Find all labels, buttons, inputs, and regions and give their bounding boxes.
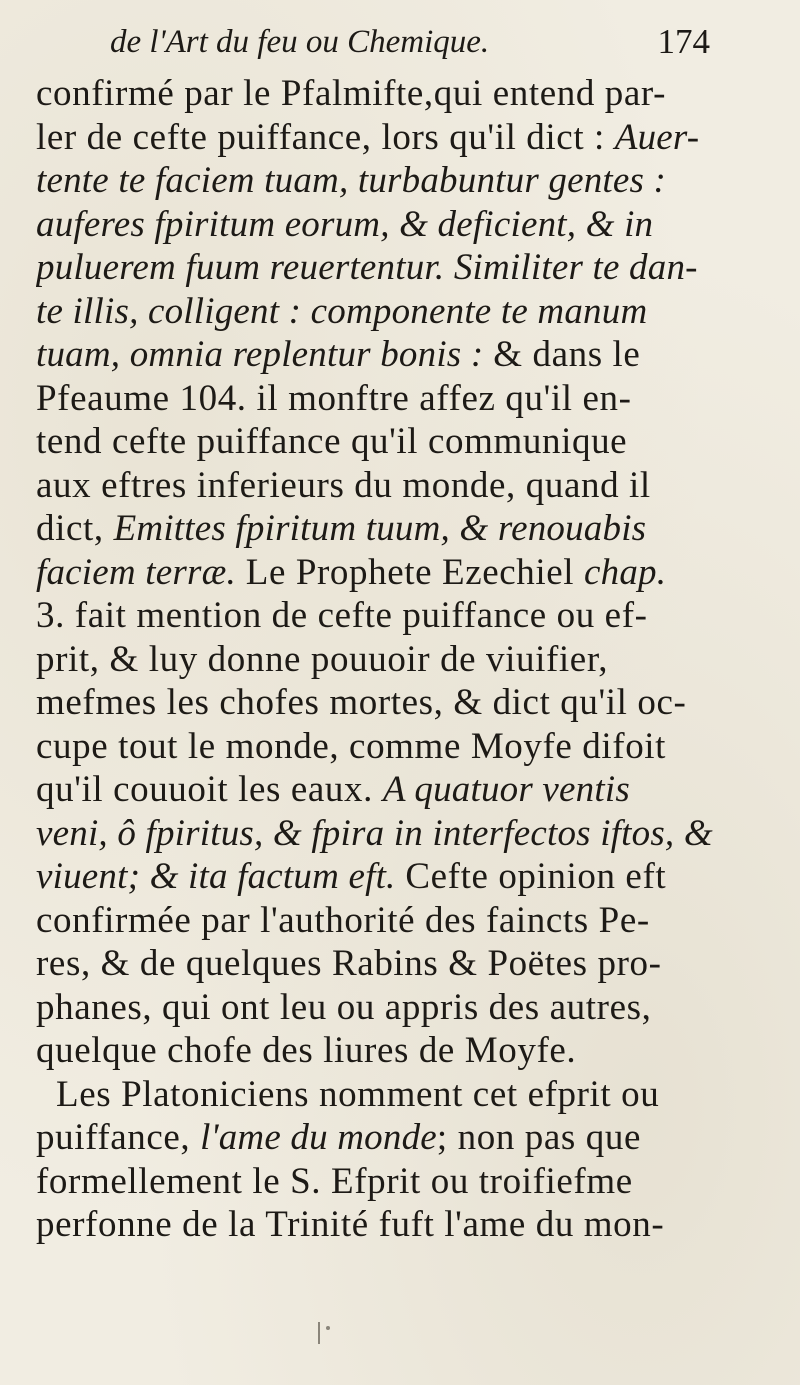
italic-segment: te illis, colligent : componente te manum (36, 290, 648, 332)
ink-marks (300, 1320, 380, 1350)
italic-segment: tuam, omnia replentur bonis : (36, 334, 484, 375)
italic-segment: Emittes fpiritum tuum, & renouabis (113, 508, 647, 549)
text-line (36, 246, 776, 290)
roman-segment: & dans le (483, 334, 641, 375)
italic-segment: veni, ô fpiritus, & fpira in interfectos iftos, & (36, 812, 713, 854)
text-line (36, 638, 776, 682)
ink-mark (326, 1326, 330, 1330)
text-line (36, 725, 776, 769)
text-line (36, 507, 776, 551)
roman-segment: ler de cefte puiffance, lors qu'il dict : (36, 116, 615, 158)
running-head (110, 16, 710, 68)
roman-segment: Les Platoniciens nomment cet efprit ou (56, 1073, 660, 1115)
roman-segment: Cefte opinion eft (395, 856, 667, 897)
italic-segment: viuent; & ita factum eft. (36, 856, 396, 897)
roman-segment: Le Prophete Ezechiel (235, 551, 585, 593)
body-text (36, 72, 776, 1247)
italic-segment: puluerem fuum reuertentur. Similiter te dan- (36, 247, 698, 288)
roman-segment: quelque chofe des liures de Moyfe. (36, 1030, 577, 1071)
text-line (36, 333, 776, 377)
text-line (36, 855, 776, 899)
italic-segment: faciem terræ. (36, 551, 236, 593)
text-line (36, 1203, 776, 1247)
roman-segment: dict, (36, 508, 114, 549)
italic-segment: tente te faciem tuam, turbabuntur gentes : (36, 160, 667, 201)
roman-segment: mefmes les chofes mortes, & dict qu'il oc- (36, 682, 687, 723)
italic-segment: Auer- (614, 116, 700, 158)
roman-segment: prit, & luy donne pouuoir de viuifier, (36, 638, 609, 680)
text-line (36, 812, 776, 856)
text-line (36, 377, 776, 421)
roman-segment: qu'il couuoit les eaux. (36, 769, 383, 810)
text-line (36, 116, 776, 160)
page-number: 174 (657, 22, 710, 61)
text-line (36, 159, 776, 203)
roman-segment: 3. fait mention de cefte puiffance ou ef- (36, 595, 648, 636)
roman-segment: aux eftres inferieurs du monde, quand il (36, 464, 651, 506)
text-line (36, 290, 776, 334)
italic-segment: chap. (584, 551, 667, 593)
text-line (36, 986, 776, 1030)
text-line (36, 1073, 776, 1117)
text-line (36, 594, 776, 638)
text-line (36, 899, 776, 943)
text-line (36, 768, 776, 812)
roman-segment: confirmée par l'authorité des faincts Pe- (36, 899, 650, 941)
roman-segment: Pfeaume 104. il monftre affez qu'il en- (36, 377, 632, 419)
text-line (36, 464, 776, 508)
text-line (36, 203, 776, 247)
roman-segment: formellement le S. Efprit ou troifiefme (36, 1160, 633, 1202)
text-line (36, 1160, 776, 1204)
roman-segment: confirmé par le Pfalmifte,qui entend par- (36, 73, 667, 114)
roman-segment: ; non pas que (436, 1117, 641, 1158)
text-line (36, 420, 776, 464)
roman-segment: puiffance, (36, 1117, 201, 1158)
text-line (36, 681, 776, 725)
text-line (36, 1029, 776, 1073)
text-line (36, 72, 776, 116)
running-title: de l'Art du feu ou Chemique. (110, 24, 490, 60)
text-line (36, 1116, 776, 1160)
roman-segment: tend cefte puiffance qu'il communique (36, 421, 628, 462)
text-line (36, 942, 776, 986)
roman-segment: cupe tout le monde, comme Moyfe difoit (36, 725, 667, 767)
italic-segment: A quatuor ventis (382, 769, 630, 810)
roman-segment: perfonne de la Trinité fuft l'ame du mon- (36, 1204, 665, 1245)
ink-mark (318, 1322, 320, 1344)
italic-segment: auferes fpiritum eorum, & deficient, & in (36, 203, 654, 245)
roman-segment: res, & de quelques Rabins & Poëtes pro- (36, 943, 662, 984)
roman-segment: phanes, qui ont leu ou appris des autres, (36, 986, 652, 1028)
text-line (36, 551, 776, 595)
italic-segment: l'ame du monde (200, 1117, 437, 1158)
